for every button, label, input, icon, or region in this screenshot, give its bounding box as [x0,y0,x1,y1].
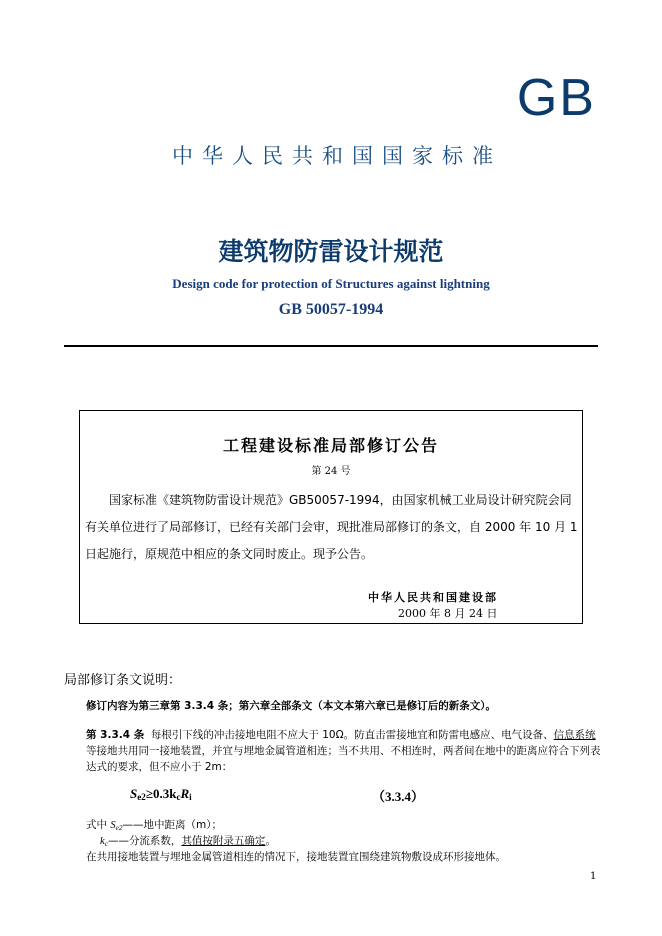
def2-text: ——分流系数， [107,835,182,847]
gb-logo: GB [516,69,596,127]
formula-rhs: ≥0.3k [145,786,177,801]
notice-number: 第 24 号 [311,466,351,477]
definition-distance [86,817,222,832]
page-number: 1 [590,871,597,882]
section-heading: 局部修订条文说明： [64,673,182,688]
document-title: 建筑物防雷设计规范 [218,237,444,266]
def2-underlined: 其值按附录五确定 [181,835,266,847]
formula-s: S [130,786,138,801]
formula-k-sub: c [176,792,181,802]
clause-paragraph [86,727,602,775]
standard-code: GB 50057-1994 [278,301,384,318]
notice-date: 2000 年 8 月 24 日 [398,607,498,620]
clause-text-continued: 等接地共用同一接地装置，并宜与埋地金属管道相连；当不共用、不相连时，两者间在地中的距离应符合下列表达式的要求，但不应小于 2m： [86,745,601,773]
english-title: Design code for protection of Structures against lightning [172,276,490,291]
notice-title: 工程建设标准局部修订公告 [222,436,439,455]
def2-subscript: c [104,839,108,848]
notice-body: 国家标准《建筑物防雷设计规范》GB50057-1994，由国家机械工业局设计研究院会同有关单位进行了局部修订，已经有关部门会审，现批准局部修订的条文，自 2000 年 10 月 1 日起施行，原规范中相应的条文同时废止。现予公告。 [85,493,578,561]
formula-r: R [180,786,190,801]
def-prefix: 式中 [86,819,111,831]
formula [130,786,192,802]
def2-symbol: k [100,836,105,847]
definition-shunt-coefficient [100,833,276,848]
def1-symbol: S [110,820,116,831]
notice-box [79,410,583,624]
formula-r-sub: i [189,792,192,802]
clause-underlined-term: 信息系统 [553,729,596,741]
formula-number: （3.3.4） [372,789,425,804]
clause-label: 第 3.3.4 条 [86,729,145,741]
shared-grounding-note: 在共用接地装置与埋地金属管道相连的情况下，接地装置宜围绕建筑物敷设成环形接地体。 [86,851,506,863]
def1-text: ——地中距离（m）； [122,819,223,831]
formula-s-sub: e2 [137,792,146,802]
revision-note: 修订内容为第三章第 3.3.4 条；第六章全部条文（本文本第六章已是修订后的新条文）。 [86,700,496,712]
clause-text: 每根引下线的冲击接地电阻不应大于 10Ω。防直击雷接地宜和防雷电感应、电气设备、 [150,729,554,741]
def2-end: 。 [265,835,276,847]
def1-subscript: e2 [115,823,123,832]
title-divider [64,345,598,347]
notice-issuer: 中华人民共和国建设部 [368,591,498,604]
national-standard-heading: 中华人民共和国国家标准 [172,144,502,168]
